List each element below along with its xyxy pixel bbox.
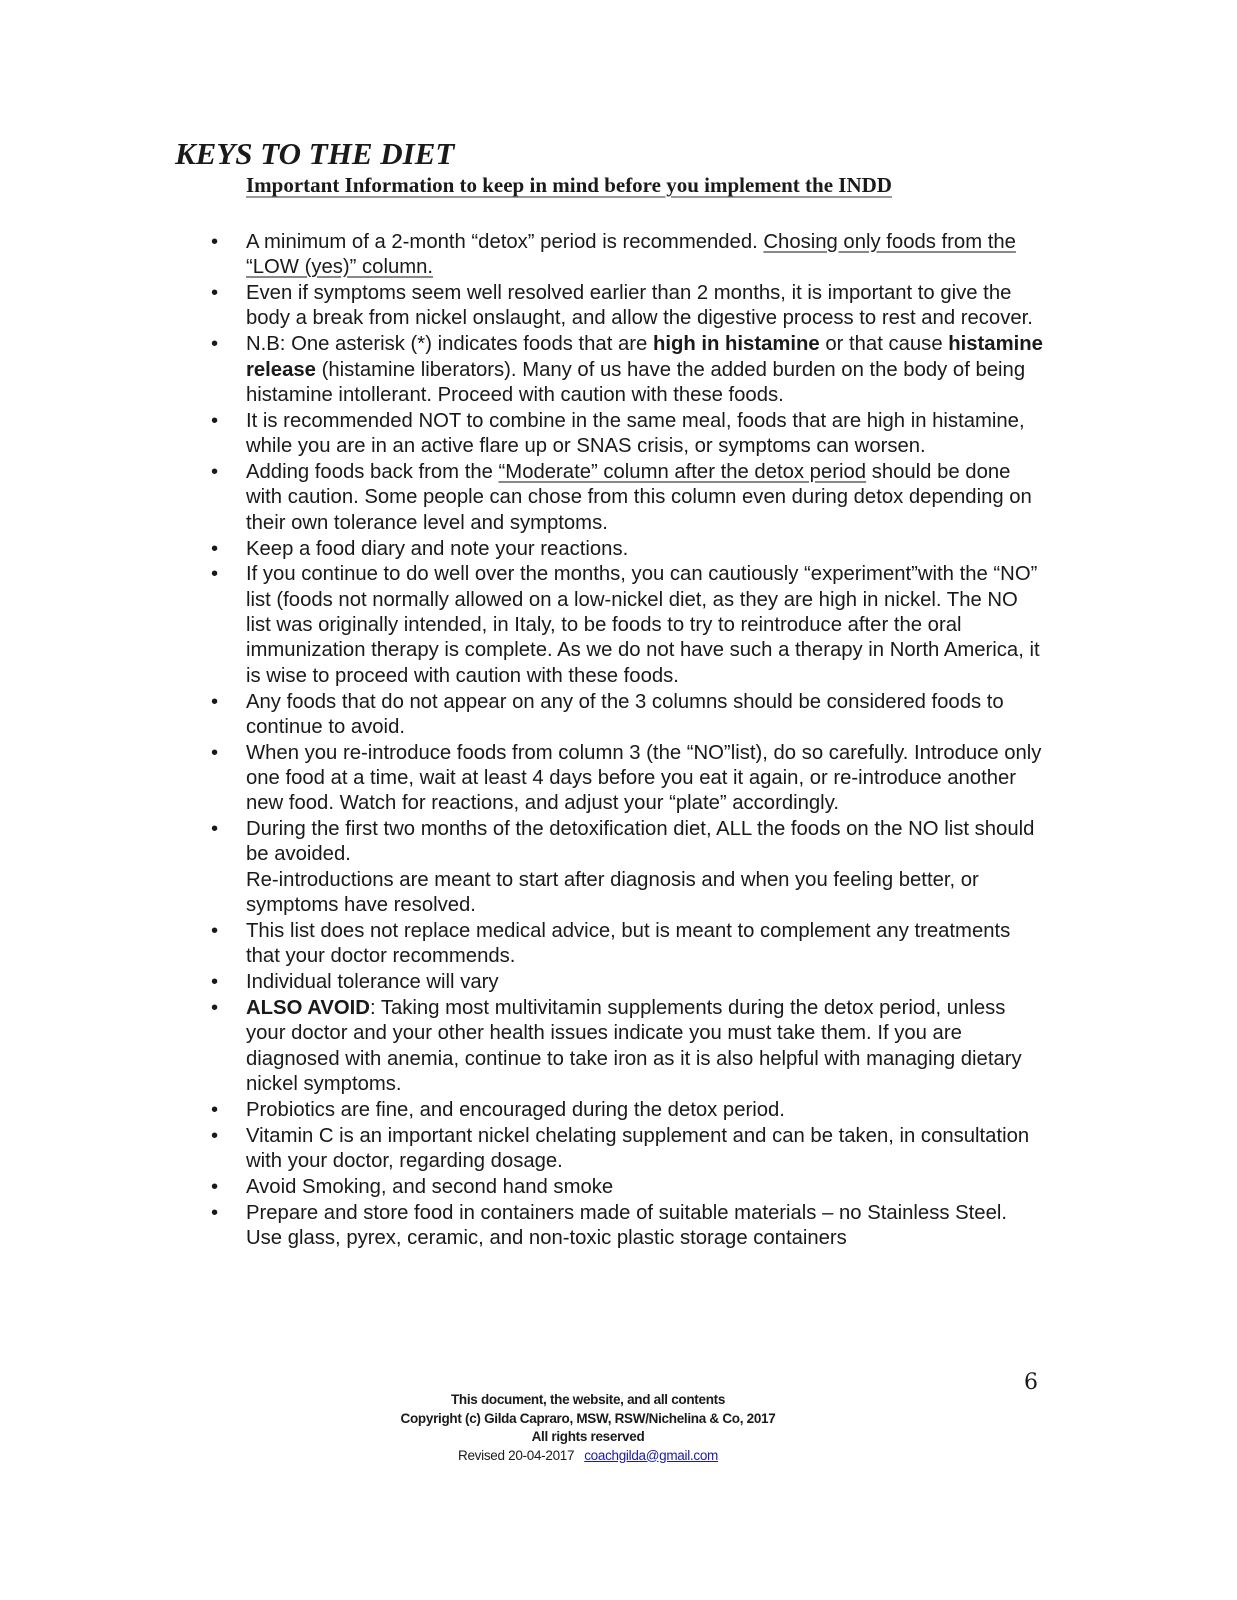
page-subtitle: Important Information to keep in mind before you implement the INDD — [246, 173, 892, 197]
footer-copyright: Copyright (c) Gilda Capraro, MSW, RSW/Nichelina & Co, 2017 — [400, 1410, 776, 1426]
bullet-icon: • — [211, 919, 219, 942]
bullet-icon: • — [211, 690, 219, 713]
bullet-icon: • — [211, 537, 219, 560]
footer-email-link[interactable]: coachgilda@gmail.com — [584, 1447, 718, 1463]
list-item — [213, 970, 1043, 995]
bullet-icon: • — [211, 741, 219, 764]
bullet-icon: • — [211, 997, 219, 1020]
list-item — [213, 562, 1043, 688]
item-text: Avoid Smoking, and second hand smoke — [246, 1175, 614, 1198]
item-text: During the first two months of the detoxification diet, ALL the foods on the NO list should be avoided. — [246, 818, 1035, 866]
list-item — [213, 1175, 1043, 1200]
underlined-text: “Moderate” column after the detox period — [498, 461, 867, 484]
bullet-icon: • — [211, 818, 219, 841]
item-text: Prepare and store food in containers made of suitable materials – no Stainless Steel. Use glass, pyrex, ceramic, and non-toxic plastic storage containers — [246, 1201, 1007, 1250]
bullet-icon: • — [211, 461, 219, 484]
item-text: should be done with caution. Some people can chose from this column even during detox depending on their own tolerance level and symptoms. — [246, 461, 1032, 534]
footer-revised: Revised 20-04-2017 — [458, 1447, 575, 1463]
bold-text: histamine release — [246, 333, 1043, 381]
page-number: 6 — [1024, 1370, 1038, 1395]
list-item — [213, 460, 1043, 536]
list-item — [213, 817, 1043, 918]
list-item — [213, 1098, 1043, 1123]
bold-text: high in histamine — [652, 333, 820, 356]
footer-line-1: This document, the website, and all contents — [450, 1392, 726, 1407]
list-item — [213, 1124, 1043, 1175]
item-text: Vitamin C is an important nickel chelating supplement and can be taken, in consultation with your doctor, regarding dosage. — [246, 1124, 1030, 1172]
item-text: If you continue to do well over the months, you can cautiously “experiment”with the “NO” list (foods not normally allowed on a low-nickel diet, as they are high in nickel. The NO list was originally intended, in Italy, to be foods to try to reintroduce after the oral immunization therapy is complete. As we do not have such a therapy in North America, it is wise to proceed with caution with these foods. — [246, 563, 1040, 687]
list-item — [213, 741, 1043, 817]
footer-rights: All rights reserved — [531, 1429, 645, 1444]
item-text: It is recommended NOT to combine in the same meal, foods that are high in histamine, while you are in an active flare up or SNAS crisis, or symptoms can worsen. — [246, 409, 1025, 458]
item-text: This list does not replace medical advice, but is meant to complement any treatments that your doctor recommends. — [246, 919, 1011, 968]
bullet-icon: • — [211, 231, 219, 253]
bullet-icon: • — [211, 971, 219, 994]
list-item — [213, 281, 1043, 332]
item-text: Even if symptoms seem well resolved earlier than 2 months, it is important to give the body a break from nickel onslaught, and allow the digestive process to rest and recover. — [246, 282, 1033, 330]
list-item — [213, 332, 1043, 408]
list-item — [213, 996, 1043, 1097]
list-item — [213, 230, 1043, 281]
item-text: N.B: One asterisk (*) indicates foods that are — [246, 333, 653, 356]
bullet-icon: • — [211, 1201, 219, 1224]
list-item — [213, 409, 1043, 460]
keys-list — [213, 230, 1043, 1252]
item-text: Probiotics are fine, and encouraged during the detox period. — [246, 1098, 785, 1121]
item-text: (histamine liberators). Many of us have the added burden on the body of being histamine intollerant. Proceed with caution with these foods. — [246, 358, 1026, 406]
item-text: or that cause — [819, 333, 949, 356]
bullet-icon: • — [211, 563, 219, 586]
item-text: Any foods that do not appear on any of the 3 columns should be considered foods to continue to avoid. — [246, 690, 1004, 738]
item-text: Re-introductions are meant to start after diagnosis and when you feeling better, or symptoms have resolved. — [246, 868, 979, 917]
underlined-text: Chosing only foods from the “LOW (yes)” column. — [246, 231, 1016, 279]
list-item — [213, 537, 1043, 562]
bullet-icon: • — [211, 409, 219, 432]
item-text: A minimum of a 2-month “detox” period is recommended. — [246, 231, 764, 253]
list-item — [213, 1201, 1043, 1252]
page-title: KEYS TO THE DIET — [175, 136, 455, 171]
bullet-icon: • — [211, 1175, 219, 1198]
footer — [388, 1391, 788, 1465]
item-text: Keep a food diary and note your reactions. — [246, 537, 629, 560]
item-text: When you re-introduce foods from column 3 (the “NO”list), do so carefully. Introduce only one food at a time, wait at least 4 days before you eat it again, or re-introduce another new food. Watch for reactions, and adjust your “plate” accordingly. — [246, 741, 1042, 815]
list-item — [213, 919, 1043, 970]
bullet-icon: • — [211, 1098, 219, 1121]
bullet-icon: • — [211, 282, 219, 305]
bullet-icon: • — [211, 333, 219, 356]
item-text: Individual tolerance will vary — [246, 971, 499, 994]
bold-text: ALSO AVOID — [246, 997, 370, 1020]
item-text: : Taking most multivitamin supplements during the detox period, unless your doctor and your other health issues indicate you must take them. If you are diagnosed with anemia, continue to take iron as it is also helpful with managing dietary nickel symptoms. — [246, 997, 1022, 1095]
list-item — [213, 690, 1043, 741]
bullet-icon: • — [211, 1124, 219, 1147]
item-text: Adding foods back from the — [246, 461, 499, 484]
